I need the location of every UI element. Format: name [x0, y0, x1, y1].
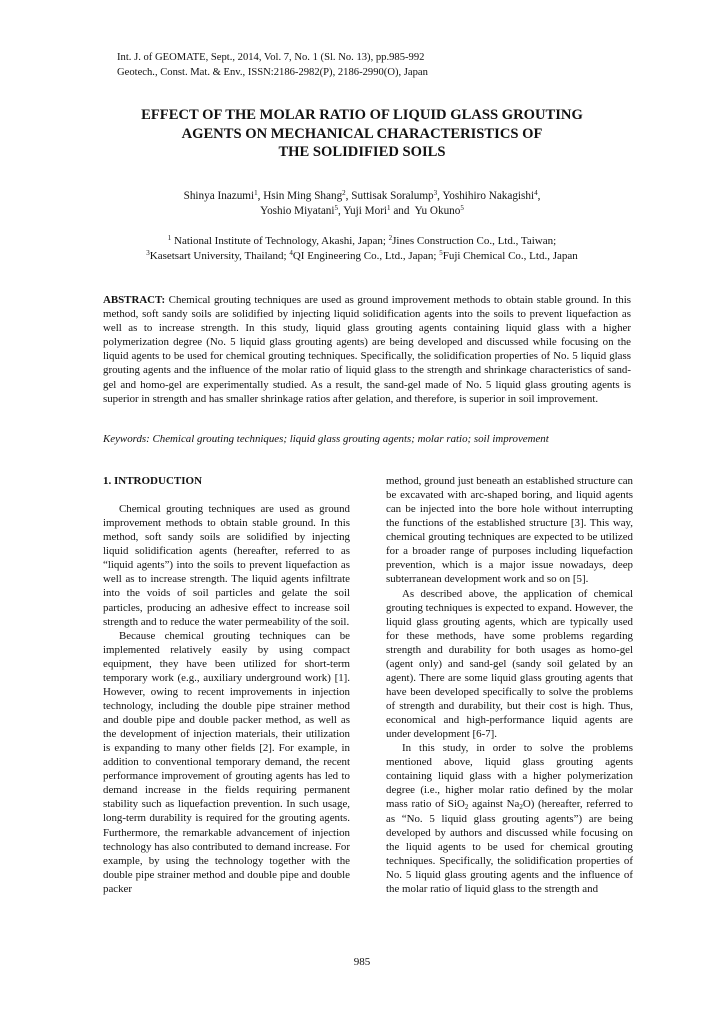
- intro-paragraph-4: [386, 741, 633, 896]
- author-affiliation-mark: 2: [342, 189, 346, 197]
- author-line-2: [60, 204, 664, 219]
- author-name: Shinya Inazumi: [183, 190, 255, 202]
- keywords: Keywords: Chemical grouting techniques; liquid glass grouting agents; molar ratio; soil improvement: [103, 433, 549, 445]
- paragraph-4-text-a: In this study, in order to solve the problems mentioned above, liquid glass grouting agents containing liquid glass with a higher polymerization degree (i.e., higher molar ratio defined by the molar mass ratio of SiO: [386, 742, 633, 811]
- intro-paragraph-3: As described above, the application of chemical grouting techniques is expected to expand. However, the liquid glass grouting agents, which are typically used for these methods, have some problems regarding strength and durability for both usages as homo-gel (agent only) and sand-gel (sandy soil gelated by an agent). There are some liquid glass grouting agents that have been developed specifically to solve the problems of strength and durability, but their cost is high. Thus, economical and high-performance liquid agents are under development [6-7].: [386, 587, 633, 741]
- affiliations: [60, 234, 664, 264]
- author-name: Yu Okuno: [414, 204, 461, 217]
- intro-paragraph-2-continued: method, ground just beneath an established structure can be excavated with arc-shaped boring, and liquid agents can be injected into the bore hole without interrupting the functions of the established structure [3]. This way, chemical grouting techniques are expected to be utilized for a broader range of purposes including liquefaction prevention, which is a major issue nowadays, deep subterranean development work and so on [5].: [386, 475, 633, 586]
- affiliation-text: Jines Construction Co., Ltd., Taiwan;: [392, 235, 557, 247]
- title-line-1: EFFECT OF THE MOLAR RATIO OF LIQUID GLASS GROUTING: [141, 107, 583, 123]
- affiliation-number: 2: [388, 234, 393, 242]
- author-name: Yoshio Miyatani: [260, 204, 335, 217]
- abstract: [103, 293, 631, 406]
- title-line-2: AGENTS ON MECHANICAL CHARACTERISTICS OF: [181, 125, 543, 142]
- paragraph-4-text-c: O) (hereafter, referred to as “No. 5 liquid glass grouting agents”) are being developed by authors and discussed while focusing on the liquid agents to be used for chemical grouting techniques. Specifically, the solidification properties of No. 5 liquid glass grouting agents and the influence of the molar ratio of liquid glass to the strength and: [386, 798, 633, 895]
- author-affiliation-mark: 3: [433, 189, 438, 197]
- affiliation-text: National Institute of Technology, Akashi, Japan;: [171, 235, 389, 247]
- author-affiliation-mark: 1: [254, 189, 258, 197]
- author-name: Suttisak Soralump: [351, 190, 434, 202]
- author-line-1: [60, 189, 664, 204]
- author-name: Yuji Mori: [343, 204, 388, 217]
- author-separator: ,: [537, 190, 541, 202]
- journal-header: [117, 51, 637, 80]
- affiliation-text: Fuji Chemical Co., Ltd., Japan: [442, 249, 578, 262]
- affiliation-line-2: [60, 249, 664, 264]
- author-separator: and: [390, 204, 413, 217]
- intro-paragraph-2: Because chemical grouting techniques can be implemented relatively easily by using compact equipment, they have been utilized for short-term temporary work (e.g., auxiliary underground work) [1]. However, owing to recent improvements in injection technology, including the double pipe strainer method and double pipe and double packer method, as well as the development of injection materials, their utilization is expanding to many other fields [2]. For example, in addition to conventional temporary demand, the recent performance improvement of grouting agents has led to demand increase in the fields requiring permanent stability such as liquefaction prevention. In such usage, long-term durability is required for the grouting agents. Furthermore, the remarkable advancement of injection technology has also contributed to demand increase. For example, by using the technology together with the double pipe strainer method and double pipe and double packer: [103, 629, 350, 895]
- author-name: Hsin Ming Shang: [263, 190, 343, 202]
- paper-title: [60, 106, 664, 162]
- author-separator: ,: [257, 190, 264, 202]
- page-number: 985: [353, 956, 371, 968]
- affiliation-line-1: [60, 234, 664, 249]
- subscript-2: 2: [519, 803, 523, 812]
- author-affiliation-mark: 1: [387, 203, 391, 212]
- abstract-label: ABSTRACT:: [103, 294, 166, 306]
- author-separator: ,: [437, 190, 443, 202]
- affiliation-number: 4: [289, 248, 293, 257]
- intro-paragraph-1: Chemical grouting techniques are used as ground improvement methods to obtain stable ground. In this method, soft sandy soils are solidified by injecting liquid solidification agents (hereafter, referred to as “liquid agents”) into the soils to prevent liquefaction as well as to increase strength. The liquid agents infiltrate into the voids of soil particles and gelate the soil particles, producing an adhesive effect to increase soil strength and to reduce the water permeability of the soil.: [103, 503, 350, 628]
- author-separator: ,: [345, 190, 352, 202]
- author-separator: ,: [338, 204, 344, 217]
- author-affiliation-mark: 5: [334, 203, 339, 212]
- abstract-body: Chemical grouting techniques are used as ground improvement methods to obtain stable ground. In this method, soft sandy soils are solidified by injecting liquid solidification agents into the soils to prevent liquefaction as well as to increase strength. In this study, liquid glass grouting agents containing liquid glass with a higher polymerization degree (No. 5 liquid glass grouting agents) are being developed and discussed while focusing on the liquid agents to be used for chemical grouting techniques. Specifically, the solidification properties of No. 5 liquid glass grouting agents and the influence of the molar ratio of liquid glass to the strength and shrinkage characteristics of sand-gel and homo-gel are experimentally studied. As a result, the sand-gel made of No. 5 liquid glass grouting agents is superior in strength and has smaller shrinkage ratios after gelation, and therefore, is superior in soil improvement.: [103, 294, 631, 405]
- affiliation-number: 3: [146, 248, 150, 257]
- column-left: [103, 474, 350, 896]
- affiliation-number: 1: [167, 234, 172, 242]
- column-right: [386, 474, 633, 896]
- subscript-2: 2: [464, 803, 469, 812]
- author-list: [60, 189, 664, 219]
- title-line-3: THE SOLIDIFIED SOILS: [278, 144, 446, 160]
- journal-citation: Int. J. of GEOMATE, Sept., 2014, Vol. 7, No. 1 (Sl. No. 13), pp.985-992: [117, 52, 425, 63]
- author-affiliation-mark: 5: [460, 203, 464, 212]
- paragraph-4-text-b: against Na: [468, 798, 520, 811]
- author-affiliation-mark: 4: [534, 189, 538, 197]
- affiliation-text: Kasetsart University, Thailand;: [149, 249, 290, 262]
- affiliation-number: 5: [439, 248, 443, 257]
- section-heading: 1. INTRODUCTION: [103, 475, 203, 487]
- journal-issn: Geotech., Const. Mat. & Env., ISSN:2186-2982(P), 2186-2990(O), Japan: [117, 66, 428, 78]
- affiliation-text: QI Engineering Co., Ltd., Japan;: [292, 249, 440, 262]
- author-name: Yoshihiro Nakagishi: [442, 190, 535, 202]
